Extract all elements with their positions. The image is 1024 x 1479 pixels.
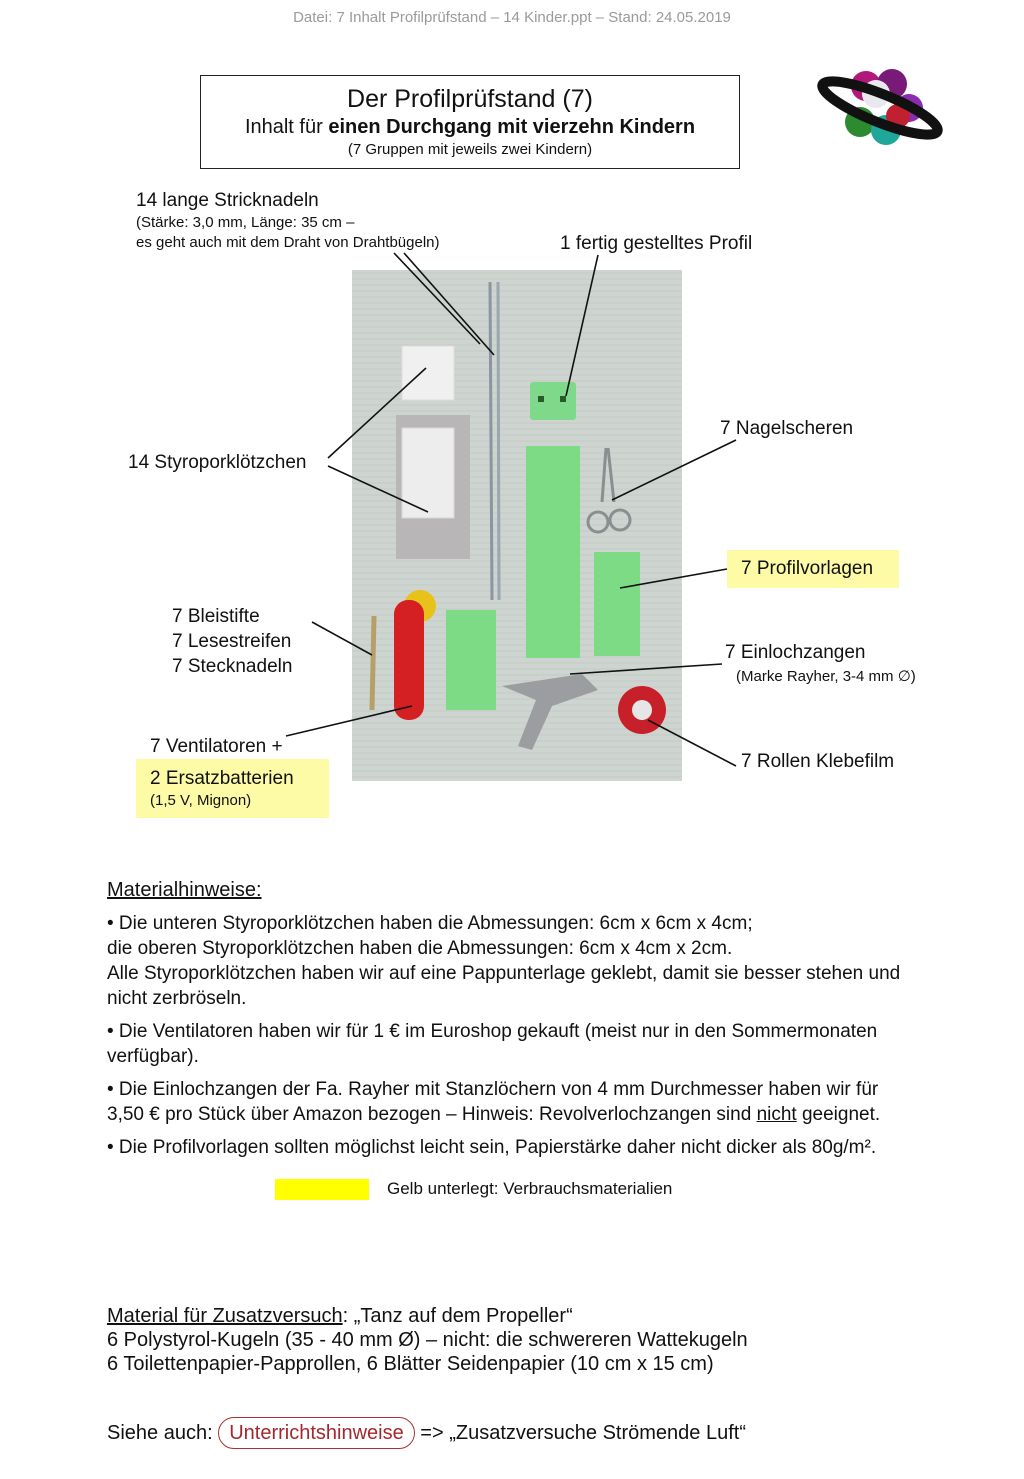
zusatz-line2: 6 Toilettenpapier-Papprollen, 6 Blätter Seidenpapier (10 cm x 15 cm) [107, 1353, 714, 1375]
label-stricknadeln-note2: es geht auch mit dem Draht von Drahtbügeln) [136, 234, 440, 251]
zusatz-line1: 6 Polystyrol-Kugeln (35 - 40 mm Ø) – nicht: die schwereren Wattekugeln [107, 1329, 748, 1351]
note-styropor-line3: Alle Styroporklötzchen haben wir auf eine Pappunterlage geklebt, damit sie besser stehen und [107, 963, 901, 984]
footer-see-also [107, 1417, 746, 1449]
label-lesestreifen: 7 Lesestreifen [172, 631, 292, 652]
note-einlochzangen-line1: • Die Einlochzangen der Fa. Rayher mit Stanzlöchern von 4 mm Durchmesser haben wir für [107, 1079, 879, 1100]
note-styropor [107, 911, 987, 1011]
label-stecknadeln: 7 Stecknadeln [172, 656, 293, 677]
note-styropor-line4: nicht zerbröseln. [107, 988, 247, 1009]
note-profilvorlagen: • Die Profilvorlagen sollten möglichst leicht sein, Papierstärke daher nicht dicker als 80g/m². [107, 1137, 877, 1158]
note-styropor-line2: die oberen Styroporklötzchen haben die Abmessungen: 6cm x 4cm x 2cm. [107, 938, 733, 959]
note-einlochzangen-emphasis: nicht [756, 1104, 797, 1125]
note-einlochzangen-line2c: geeignet. [796, 1104, 881, 1125]
material-notes [107, 878, 987, 1168]
label-batterien-note: (1,5 V, Mignon) [150, 792, 252, 809]
zusatz-heading-rest: : „Tanz auf dem Propeller“ [342, 1305, 573, 1327]
page-title: Der Profilprüfstand (7) [347, 85, 593, 113]
note-styropor-line1: • Die unteren Styroporklötzchen haben die Abmessungen: 6cm x 6cm x 4cm; [107, 913, 753, 934]
label-profilvorlagen: 7 Profilvorlagen [727, 550, 899, 588]
label-profil: 1 fertig gestelltes Profil [560, 233, 753, 254]
label-ventilatoren: 7 Ventilatoren + [150, 736, 283, 757]
zusatz-heading [107, 1304, 748, 1328]
note-einlochzangen-line2a: 3,50 € pro Stück über Amazon bezogen – Hinweis: Revolverlochzangen sind [107, 1104, 757, 1125]
subtitle-prefix: Inhalt für [244, 116, 329, 138]
zusatz-heading-underlined: Material für Zusatzversuch [107, 1305, 343, 1327]
note-ventilatoren [107, 1019, 987, 1069]
page-subtitle-small: (7 Gruppen mit jeweils zwei Kindern) [347, 141, 593, 158]
file-header: Datei: 7 Inhalt Profilprüfstand – 14 Kinder.ppt – Stand: 24.05.2019 [293, 9, 731, 26]
label-klebefilm: 7 Rollen Klebefilm [741, 751, 895, 772]
note-einlochzangen [107, 1077, 987, 1127]
legend-swatch [275, 1179, 369, 1200]
label-einlochzangen: 7 Einlochzangen [725, 642, 866, 663]
label-batterien: 2 Ersatzbatterien [150, 768, 294, 789]
label-nagelscheren: 7 Nagelscheren [720, 418, 854, 439]
subtitle-bold: einen Durchgang mit vierzehn Kindern [328, 116, 696, 138]
footer-prefix: Siehe auch: [107, 1422, 219, 1444]
label-einlochzangen-note: (Marke Rayher, 3-4 mm ∅) [736, 668, 916, 685]
zusatz-section [107, 1304, 748, 1376]
label-stricknadeln-note1: (Stärke: 3,0 mm, Länge: 35 cm – [136, 214, 355, 231]
legend-text: Gelb unterlegt: Verbrauchsmaterialien [387, 1179, 673, 1198]
label-stricknadeln: 14 lange Stricknadeln [136, 190, 319, 211]
unterrichtshinweise-link[interactable]: Unterrichtshinweise [218, 1417, 415, 1449]
note-ventilatoren-line2: verfügbar). [107, 1046, 199, 1067]
label-styropor: 14 Styroporklötzchen [128, 452, 307, 473]
footer-suffix: => „Zusatzversuche Strömende Luft“ [414, 1422, 746, 1444]
material-heading: Materialhinweise: [107, 879, 262, 901]
note-ventilatoren-line1: • Die Ventilatoren haben wir für 1 € im Euroshop gekauft (meist nur in den Sommermonaten [107, 1021, 878, 1042]
label-bleistifte: 7 Bleistifte [172, 606, 260, 627]
